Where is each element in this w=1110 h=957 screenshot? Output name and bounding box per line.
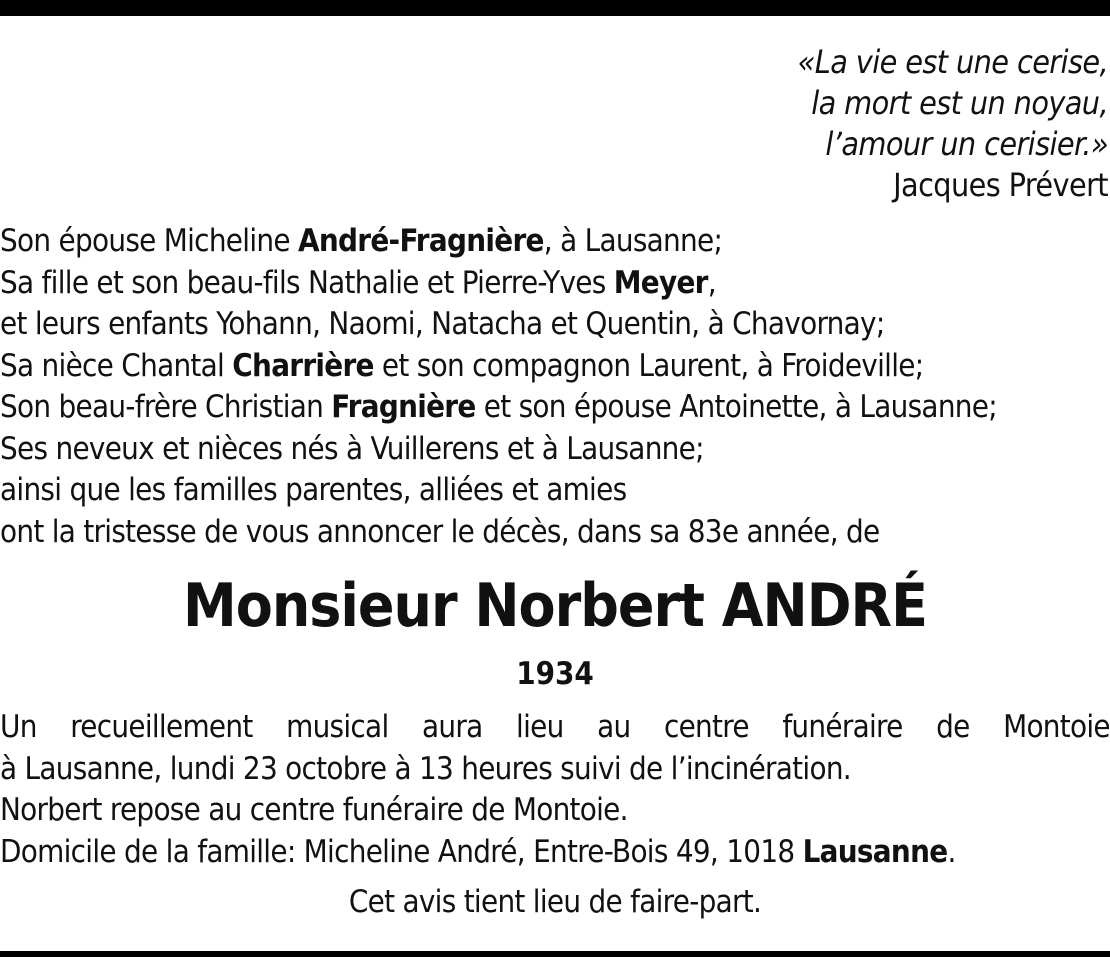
family-line: Sa nièce Chantal Charrière et son compagnon Laurent, à Froideville; — [0, 347, 924, 384]
family-line: et leurs enfants Yohann, Naomi, Natacha et Quentin, à Chavornay; — [0, 306, 885, 342]
quote-line: la mort est un noyau, — [811, 84, 1108, 122]
family-line: Sa fille et son beau-fils Nathalie et Pierre-Yves Meyer, — [0, 264, 716, 301]
details-line: à Lausanne, lundi 23 octobre à 13 heures suivi de l’incinération. — [0, 750, 851, 787]
family-surname: Fragnière — [331, 389, 476, 425]
deceased-name: Monsieur Norbert ANDRÉ — [183, 571, 927, 641]
city-name: Lausanne — [802, 833, 948, 870]
details-word: au — [597, 709, 631, 745]
details-line — [0, 707, 1110, 749]
bottom-border-rule — [0, 951, 1110, 957]
details-word: recueillement — [70, 709, 253, 745]
family-surname: Charrière — [232, 347, 374, 384]
details-line: Norbert repose au centre funéraire de Montoie. — [0, 792, 628, 828]
family-line: Ses neveux et nièces nés à Vuillerens et à Lausanne; — [0, 430, 704, 467]
notice-footer: Cet avis tient lieu de faire-part. — [348, 884, 762, 920]
family-line: ont la tristesse de vous annoncer le décès, dans sa 83e année, de — [0, 513, 880, 550]
family-line: ainsi que les familles parentes, alliées et amies — [0, 472, 627, 508]
details-word: Montoie — [1003, 709, 1110, 745]
ceremony-details — [0, 707, 1110, 873]
deceased-birth-year: 1934 — [516, 656, 594, 692]
quote-author: Jacques Prévert — [893, 166, 1108, 204]
details-word: centre — [663, 709, 749, 745]
details-word: de — [936, 709, 970, 745]
details-word: Un — [0, 709, 37, 745]
details-word: aura — [422, 709, 483, 745]
details-line: Domicile de la famille: Micheline André, Entre-Bois 49, 1018 Lausanne. — [0, 833, 956, 870]
family-line: Son épouse Micheline André-Fragnière, à Lausanne; — [0, 223, 723, 259]
epigraph-quote — [798, 42, 1108, 206]
details-word: funéraire — [782, 709, 903, 745]
top-border-rule — [0, 0, 1110, 16]
family-surname: André-Fragnière — [297, 223, 544, 259]
quote-line: l’amour un cerisier.» — [825, 125, 1108, 163]
details-word: lieu — [516, 709, 564, 745]
details-word: musical — [286, 709, 389, 745]
family-surname: Meyer — [613, 264, 708, 301]
family-line: Son beau-frère Christian Fragnière et son épouse Antoinette, à Lausanne; — [0, 389, 997, 425]
quote-line: «La vie est une cerise, — [797, 43, 1108, 81]
family-announcement — [0, 221, 1110, 553]
